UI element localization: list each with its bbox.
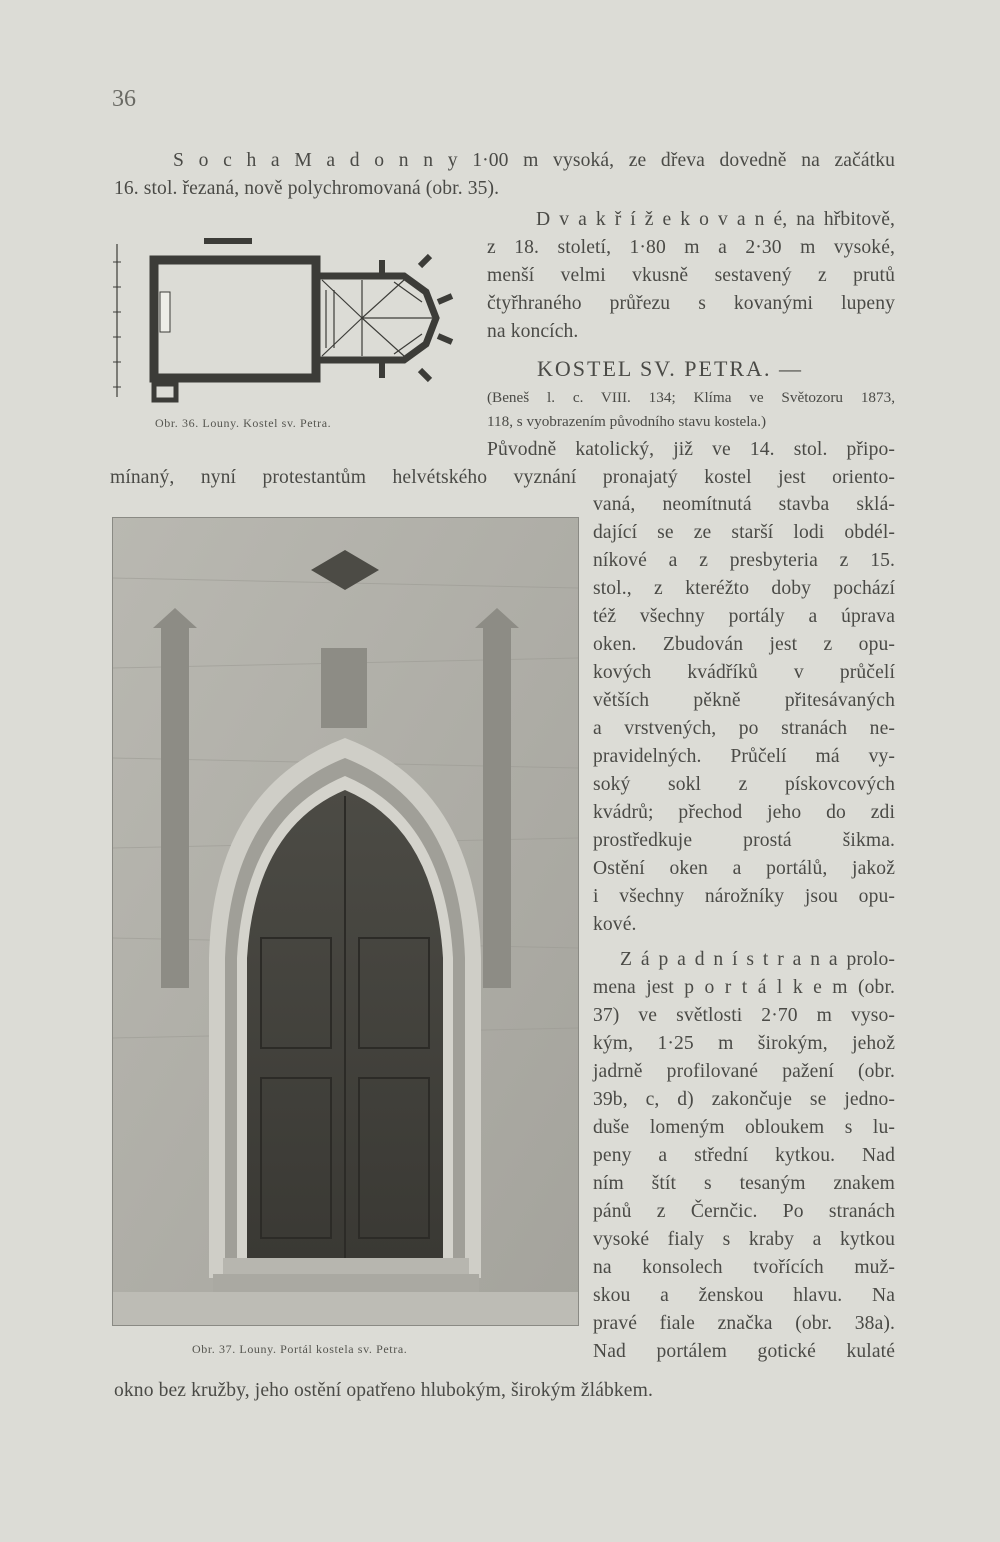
reference-line-2: 118, s vyobrazením původního stavu kostela.) xyxy=(487,413,767,430)
section-heading: KOSTEL SV. PETRA. — xyxy=(537,356,803,381)
column-line-17: Z á p a d n í s t r a n a prolo- xyxy=(620,949,895,970)
column-line-25: ním štít s tesaným znakem xyxy=(593,1173,895,1194)
last-line: okno bez kružby, jeho ostění opatřeno hlubokým, širokým žlábkem. xyxy=(114,1380,653,1401)
column-line-24: peny a střední kytkou. Nad xyxy=(593,1145,895,1166)
column-line-1: vaná, neomítnutá stavba sklá- xyxy=(593,494,895,515)
column-line-19: 37) ve světlosti 2·70 m vyso- xyxy=(593,1005,895,1026)
text-line-4: z 18. století, 1·80 m a 2·30 m vysoké, xyxy=(487,237,895,258)
column-line-11: soký sokl z pískovcových xyxy=(593,774,895,795)
text-line-7: na koncích. xyxy=(487,321,579,342)
page-number: 36 xyxy=(112,86,136,112)
figure-36-caption: Obr. 36. Louny. Kostel sv. Petra. xyxy=(155,416,332,430)
column-line-4: stol., z kteréžto doby pochází xyxy=(593,578,895,599)
column-line-12: kvádrů; přechod jeho do zdi xyxy=(593,802,895,823)
reference-line-1: (Beneš l. c. VIII. 134; Klíma ve Světozoru 1873, xyxy=(487,389,895,406)
figure-37-caption: Obr. 37. Louny. Portál kostela sv. Petra. xyxy=(192,1342,408,1356)
column-line-2: dající se ze starší lodi obdél- xyxy=(593,522,895,543)
column-line-5: též všechny portály a úprava xyxy=(593,606,895,627)
column-line-14: Ostění oken a portálů, jakož xyxy=(593,858,895,879)
column-line-8: větších pěkně přitesávaných xyxy=(593,690,895,711)
column-line-22: 39b, c, d) zakončuje se jedno- xyxy=(593,1089,895,1110)
column-line-26: pánů z Černčic. Po stranách xyxy=(593,1201,895,1222)
column-line-9: a vrstvených, po stranách ne- xyxy=(593,718,895,739)
column-line-6: oken. Zbudován jest z opu- xyxy=(593,634,895,655)
column-line-7: kových kvádříků v průčelí xyxy=(593,662,895,683)
column-line-27: vysoké fialy s kraby a kytkou xyxy=(593,1229,895,1250)
column-line-28: na konsolech tvořících muž- xyxy=(593,1257,895,1278)
column-line-13: prostředkuje prostá šikma. xyxy=(593,830,895,851)
paragraph-line-2: mínaný, nyní protestantům helvétského vyznání pronajatý kostel jest oriento- xyxy=(110,467,895,488)
paragraph-line-1: Původně katolický, již ve 14. stol. připo- xyxy=(487,439,895,460)
column-line-15: i všechny nárožníky jsou opu- xyxy=(593,886,895,907)
text-line-3: D v a k ř í ž e k o v a n é, na hřbitově, xyxy=(536,209,895,230)
text-line-6: čtyřhraného průřezu s kovanými lupeny xyxy=(487,293,895,314)
column-line-16: kové. xyxy=(593,914,637,935)
column-line-21: jadrně profilované pažení (obr. xyxy=(593,1061,895,1082)
text-line-1: S o c h a M a d o n n y 1·00 m vysoká, ze dřeva dovedně na začátku xyxy=(173,150,895,171)
column-line-20: kým, 1·25 m širokým, jehož xyxy=(593,1033,895,1054)
column-line-31: Nad portálem gotické kulaté xyxy=(593,1341,895,1362)
text-line-2: 16. stol. řezaná, nově polychromovaná (obr. 35). xyxy=(114,178,500,199)
column-line-29: skou a ženskou hlavu. Na xyxy=(593,1285,895,1306)
column-line-18: mena jest p o r t á l k e m (obr. xyxy=(593,977,895,998)
column-line-3: níkové a z presbyteria z 15. xyxy=(593,550,895,571)
column-line-23: duše lomeným obloukem s lu- xyxy=(593,1117,895,1138)
portal-photograph xyxy=(112,517,579,1326)
floor-plan-figure xyxy=(104,232,464,412)
column-line-10: pravidelných. Průčelí má vy- xyxy=(593,746,895,767)
column-line-30: pravé fiale značka (obr. 38a). xyxy=(593,1313,895,1334)
text-line-5: menší velmi vkusně sestavený z prutů xyxy=(487,265,895,286)
